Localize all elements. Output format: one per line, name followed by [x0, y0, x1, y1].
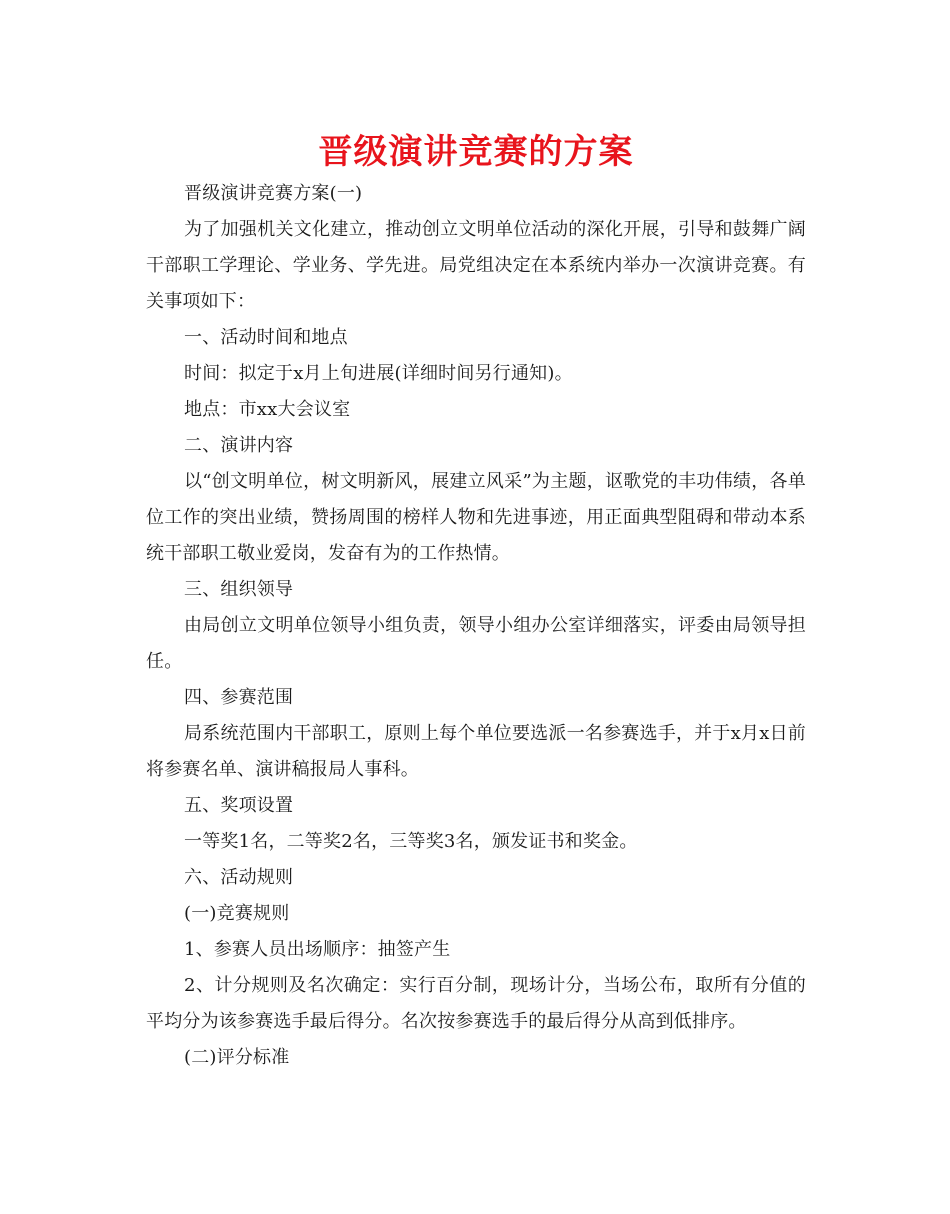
document-paragraph: 一等奖1名，二等奖2名，三等奖3名，颁发证书和奖金。 [184, 831, 638, 852]
document-paragraph: 2、计分规则及名次确定：实行百分制，现场计分，当场公布，取所有分值的平均分为该参赛选手最后得分。名次按参赛选手的最后得分从高到低排序。 [146, 975, 806, 1032]
document-paragraph: 为了加强机关文化建立，推动创立文明单位活动的深化开展，引导和鼓舞广阔干部职工学理论、学业务、学先进。局党组决定在本系统内举办一次演讲竞赛。有关事项如下： [146, 219, 806, 312]
document-paragraph: 1、参赛人员出场顺序：抽签产生 [184, 939, 451, 960]
document-paragraph: 五、奖项设置 [184, 795, 294, 816]
document-paragraph: 六、活动规则 [184, 867, 294, 888]
document-paragraph: 二、演讲内容 [184, 435, 294, 456]
document-page [146, 128, 806, 1076]
document-body [146, 176, 806, 1076]
document-paragraph: 由局创立文明单位领导小组负责，领导小组办公室详细落实，评委由局领导担任。 [146, 615, 806, 672]
document-paragraph: 时间：拟定于x月上旬进展(详细时间另行通知)。 [184, 363, 573, 384]
document-paragraph: 一、活动时间和地点 [184, 327, 348, 348]
document-paragraph: (二)评分标准 [184, 1047, 290, 1068]
document-paragraph: 三、组织领导 [184, 579, 294, 600]
document-paragraph: (一)竞赛规则 [184, 903, 290, 924]
document-title: 晋级演讲竞赛的方案 [318, 132, 634, 172]
document-paragraph: 地点：市xx大会议室 [184, 399, 351, 420]
document-paragraph: 晋级演讲竞赛方案(一) [184, 183, 363, 204]
document-paragraph: 局系统范围内干部职工，原则上每个单位要选派一名参赛选手，并于x月x日前将参赛名单、演讲稿报局人事科。 [146, 723, 806, 780]
document-paragraph: 以“创文明单位，树文明新风，展建立风采”为主题，讴歌党的丰功伟绩，各单位工作的突出业绩，赞扬周围的榜样人物和先进事迹，用正面典型阻碍和带动本系统干部职工敬业爱岗，发奋有为的工作热情。 [146, 471, 806, 564]
document-paragraph: 四、参赛范围 [184, 687, 294, 708]
